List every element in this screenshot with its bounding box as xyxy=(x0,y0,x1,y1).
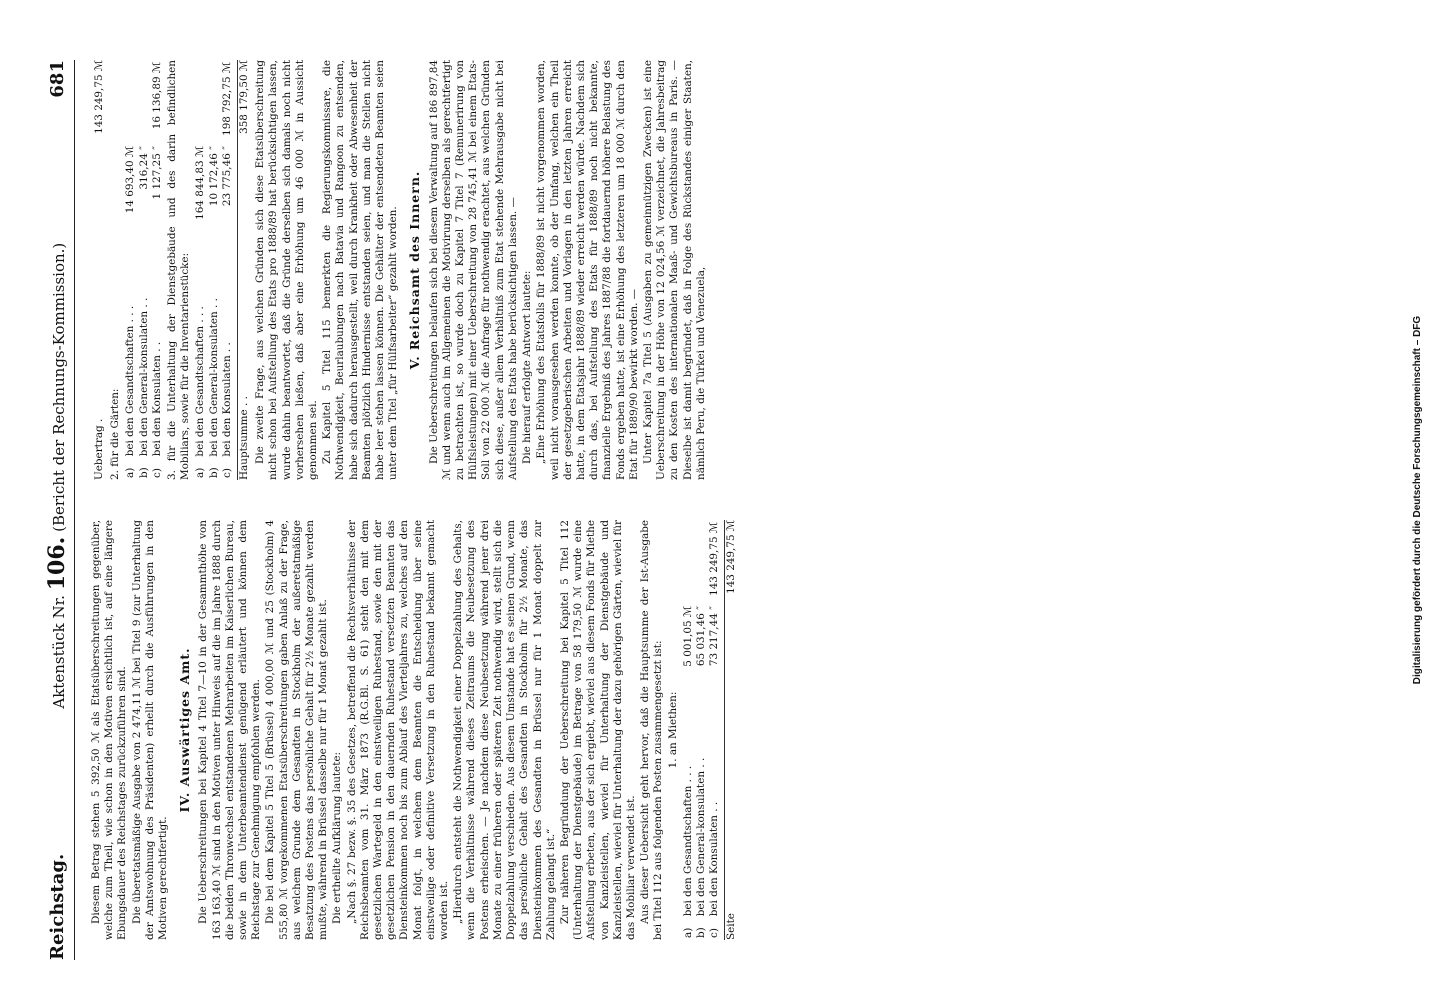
text-columns xyxy=(90,40,1390,960)
page-header xyxy=(40,60,75,960)
row-value: 316,24 ″ xyxy=(137,146,150,190)
row-key: c) xyxy=(708,928,721,938)
row-subtotal: 16 136,89 ℳ xyxy=(150,62,163,130)
row-text: bei den Gesandtschaften . . . xyxy=(124,305,137,457)
row-value: 14 693,40 ℳ xyxy=(124,146,137,214)
table-row xyxy=(151,60,164,480)
right-column xyxy=(90,60,1390,480)
total-value: 358 179,50 ℳ xyxy=(238,60,251,134)
row-key: b) xyxy=(694,927,707,938)
paragraph: Diesem Betrag stehen 5 392,50 ℳ als Etatsüberschreitungen gegenüber, welche zum Theil, wie schon in den Motiven ersichtlich ist, auf eine längere Ebungsdauer des Reichstages zurückzuführen sind. xyxy=(90,520,129,940)
table-row xyxy=(708,520,721,940)
row-key: a) xyxy=(681,927,694,938)
table-row xyxy=(221,60,234,480)
paragraph: Die Ueberschreitungen bei Kapitel 4 Titel 7—10 in der Gesammthöhe von 163 163,40 ℳ sind in den Motiven unter Hinweis auf die im Jahre 1888 durch die beiden Thronwechsel entstandenen Mehrarbeiten im Kaiserlichen Bureau, sowie in dem Unterbeamtendienst genügend erläutert und können dem Reichstage zur Genehmigung empfohlen werden. xyxy=(197,520,263,940)
carry-value: 143 249,75 ℳ xyxy=(725,520,738,594)
dfg-side-text: Digitalisierung gefördert durch die Deutsche Forschungsgemeinschaft – DFG xyxy=(1412,315,1423,685)
paragraph: Aus dieser Uebersicht geht hervor, daß die Hauptsumme der Ist-Ausgabe bei Titel 112 aus folgenden Posten zusammengesetzt ist: xyxy=(639,520,665,940)
carry-value: 143 249,75 ℳ xyxy=(93,60,105,134)
header-prefix: Aktenstück Nr. xyxy=(50,595,68,709)
row-subtotal: 143 249,75 ℳ xyxy=(708,522,721,596)
row-value: 1 127,25 ″ xyxy=(150,146,163,200)
header-suffix: (Bericht der Rechnungs-Kommission.) xyxy=(50,242,68,532)
paragraph: Die bei dem Kapitel 5 Titel 5 (Brüssel) 4 000,00 ℳ und 25 (Stockholm) 4 555,80 ℳ vorgekommenen Etatsüberschreitungen gaben Anlaß zu der Frage, aus welchem Grunde dem Gesandten in Stockholm der außeretatmäßige Besatzung des Postens das persönliche Gehalt für 2½ Monate gezahlt werden mußte, während in Brüssel dasselbe nur für 1 Monat gezahlt ist. xyxy=(264,520,330,940)
gardens-table xyxy=(124,60,164,480)
row-value: 23 775,46 ″ xyxy=(220,146,233,207)
row-key: b) xyxy=(207,467,220,478)
row-key: b) xyxy=(137,467,150,478)
row-text: bei den Gesandtschaften . . . xyxy=(681,765,694,917)
paragraph: Die überetatsmäßige Ausgabe von 2 474,11 ℳ bei Titel 9 (zur Unterhaltung der Amtswohnung des Präsidenten) erhellt durch die Ausführungen in den Motiven gerechtfertigt. xyxy=(130,520,170,940)
row-key: c) xyxy=(150,468,163,478)
table-row xyxy=(194,60,207,480)
row-value: 73 217,44 ″ xyxy=(708,606,721,667)
table-row xyxy=(138,60,151,480)
left-column xyxy=(90,520,1390,940)
table-row xyxy=(208,60,221,480)
table-row xyxy=(682,520,695,940)
row-key: a) xyxy=(194,467,207,478)
row-text: bei den General-konsulaten . . xyxy=(137,297,150,457)
carry-over xyxy=(93,60,106,480)
carry-label: Uebertrag . xyxy=(93,418,105,480)
row-subtotal: 198 792,75 ℳ xyxy=(220,62,233,136)
dfg-side-note xyxy=(1410,0,1430,1000)
maintenance-table xyxy=(194,60,234,480)
header-left: Reichstag. xyxy=(46,853,68,960)
paragraph: „Eine Erhöhung des Etatsfolls für 1888/89 ist nicht vorgenommen worden, weil nicht vorausgesehen werden konnte, ob der Umfang, welchen ein Theil der gesetzgeberischen Arbeiten und Vorlagen in den letzten Jahren erreicht hatte, in dem Etatsjahr 1888/89 wieder erreicht werden würde. Nachdem sich durch das, bei Aufstellung des Etats für 1888/89 noch nicht bekannte, finanzielle Ergebniß des Jahres 1887/88 die fortdauernd höhere Belastung des Fonds ergeben hatte, ist eine Erhöhung des letzteren um 18 000 ℳ durch den Etat für 1889/90 bewirkt worden. — xyxy=(535,60,640,480)
row-value: 10 172,46 ″ xyxy=(207,146,220,207)
paragraph: Zu Kapitel 5 Titel 115 bemerkten die Regierungskommissare, die Nothwendigkeit, Beurlaubungen nach Batavia und Rangoon zu entsenden, habe sich dadurch herausgestellt, weil durch Krankheit oder Abwesenheit der Beamten plötzlich Hindernisse entstanden seien, und man die Stellen nicht habe leer stehen lassen können. Die Gehälter der entsendeten Beamten seien unter dem Titel „für Hülfsarbeiter“ gezahlt worden. xyxy=(321,60,400,480)
page-number: 681 xyxy=(46,60,68,98)
list-title: 3. für die Unterhaltung der Dienstgebäude und des darin befindlichen Mobiliars, sowie für die Inventarienstücke: xyxy=(166,60,192,480)
row-key: c) xyxy=(220,468,233,478)
paragraph: „Hierdurch entsteht die Nothwendigkeit einer Doppelzahlung des Gehalts, wenn die Verhältnisse während dieses Zeitraums die Neubesetzung des Postens erheischen. — Je nachdem diese Neubesetzung während jener drei Monate zu einer früheren oder späteren Zeit nothwendig wird, stellt sich die Doppelzahlung verschieden. Aus diesem Umstande hat es seinen Grund, wenn das persönliche Gehalt des Gesandten in Stockholm für 2½ Monate, das Diensteinkommen des Gesandten in Brüssel nur für 1 Monat doppelt zur Zahlung gelangt ist.“ xyxy=(452,520,557,940)
carry-label: Seite xyxy=(725,913,738,940)
paragraph: Die hierauf erfolgte Antwort lautete: xyxy=(521,270,534,464)
row-value: 5 001,05 ℳ xyxy=(681,606,694,667)
section-heading-v: V. Reichsamt des Innern. xyxy=(407,170,423,370)
header-number: 106. xyxy=(44,536,70,591)
table-row xyxy=(695,520,708,940)
row-text: bei den Konsulaten . . xyxy=(150,341,163,457)
paragraph: Die Ueberschreitungen belaufen sich bei diesem Verwaltung auf 186 897,84 ℳ und wenn auch im Allgemeinen die Motivirung derselben als gerechtfertigt zu betrachten ist, so wurde doch zu Kapitel 7 Titel 7 (Remunerirung von Hülfsleistungen) mit einer Ueberschreitung von 28 745,41 ℳ bei einem Etats-Soll von 22 000 ℳ die Anfrage für nothwendig erachtet, aus welchen Gründen sich diese, außer allem Verhältniß zum Etat stehende Mehrausgabe nicht bei Aufstellung des Etats habe berücksichtigen lassen. — xyxy=(427,60,519,480)
row-value: 65 031,46 ″ xyxy=(694,606,707,667)
row-text: bei den General-konsulaten . . xyxy=(694,757,707,917)
row-text: bei den Gesandtschaften . . . xyxy=(194,306,207,457)
paragraph: Unter Kapitel 7a Titel 5 (Ausgaben zu gemeinnützigen Zwecken) ist eine Ueberschreitung in der Höhe von 12 024,56 ℳ verzeichnet, die Jahresbeitrag zu den Kosten des internationalen Maaß- und Gewichtsbureaus in Paris. — Dieselbe ist damit begründet, daß in Folge des Rückstandes einiger Staaten, nämlich Peru, die Türkei und Venezuela, xyxy=(641,60,707,480)
row-text: bei den Konsulaten . . xyxy=(708,801,721,917)
paragraph: Zur näheren Begründung der Ueberschreitung bei Kapitel 5 Titel 112 (Unterhaltung der Dienstgebäude) im Betrage von 58 179,50 ℳ wurde eine Aufstellung erbeten, aus der sich ergiebt, wieviel aus diesem Fonds für Miethe von Kanzleistellen, wieviel für Unterhaltung der Dienstgebäude und Kanzleistellen, wieviel für Unterhaltung der dazu gehörigen Gärten, wieviel für das Mobiliar verwendet ist. xyxy=(558,520,637,940)
paragraph: Die ertheilte Aufklärung lautete: xyxy=(331,751,344,924)
list-title: 2. für die Gärten: xyxy=(109,388,122,480)
total-label: Hauptsumme . . xyxy=(238,396,251,480)
row-text: bei den General-konsulaten . . xyxy=(207,298,220,457)
row-value: 164 844,83 ℳ xyxy=(194,146,207,220)
section-heading-iv: IV. Auswärtiges Amt. xyxy=(177,647,193,813)
grand-total xyxy=(237,60,251,480)
list-title: 1. an Miethen: xyxy=(666,691,679,769)
paragraph: „Nach §. 27 bezw. §. 35 des Gesetzes, betreffend die Rechtsverhältnisse der Reichsbeamten vom 31. März 1873 (R.G.Bl. S. 61) steht den mit dem gesetzlichen Wartegeld in den einstweiligen Ruhestand, sowie den mit der gesetzlichen Pension in den dauernden Ruhestand versetzten Beamten das Diensteinkommen noch bis zum Ablauf des Vierteljahres zu, welches auf den Monat folgt, in welchem dem Beamten die Entscheidung über seine einstweilige oder definitive Versetzung in den Ruhestand bekannt gemacht worden ist. xyxy=(345,520,451,940)
miethen-table xyxy=(682,520,722,940)
row-text: bei den Konsulaten . . xyxy=(220,342,233,457)
paragraph: Die zweite Frage, aus welchen Gründen sich diese Etatsüberschreitung nicht schon bei Aufstellung des Etats pro 1888/89 hat berücksichtigen lassen, wurde dahin beantwortet, daß die Gründe derselben sich damals noch nicht vorhersehen ließen, daß aber eine Erhöhung um 46 000 ℳ in Aussicht genommen sei. xyxy=(254,60,320,480)
header-middle xyxy=(44,243,70,709)
row-key: a) xyxy=(124,467,137,478)
page-carry xyxy=(724,520,738,940)
table-row xyxy=(124,60,137,480)
